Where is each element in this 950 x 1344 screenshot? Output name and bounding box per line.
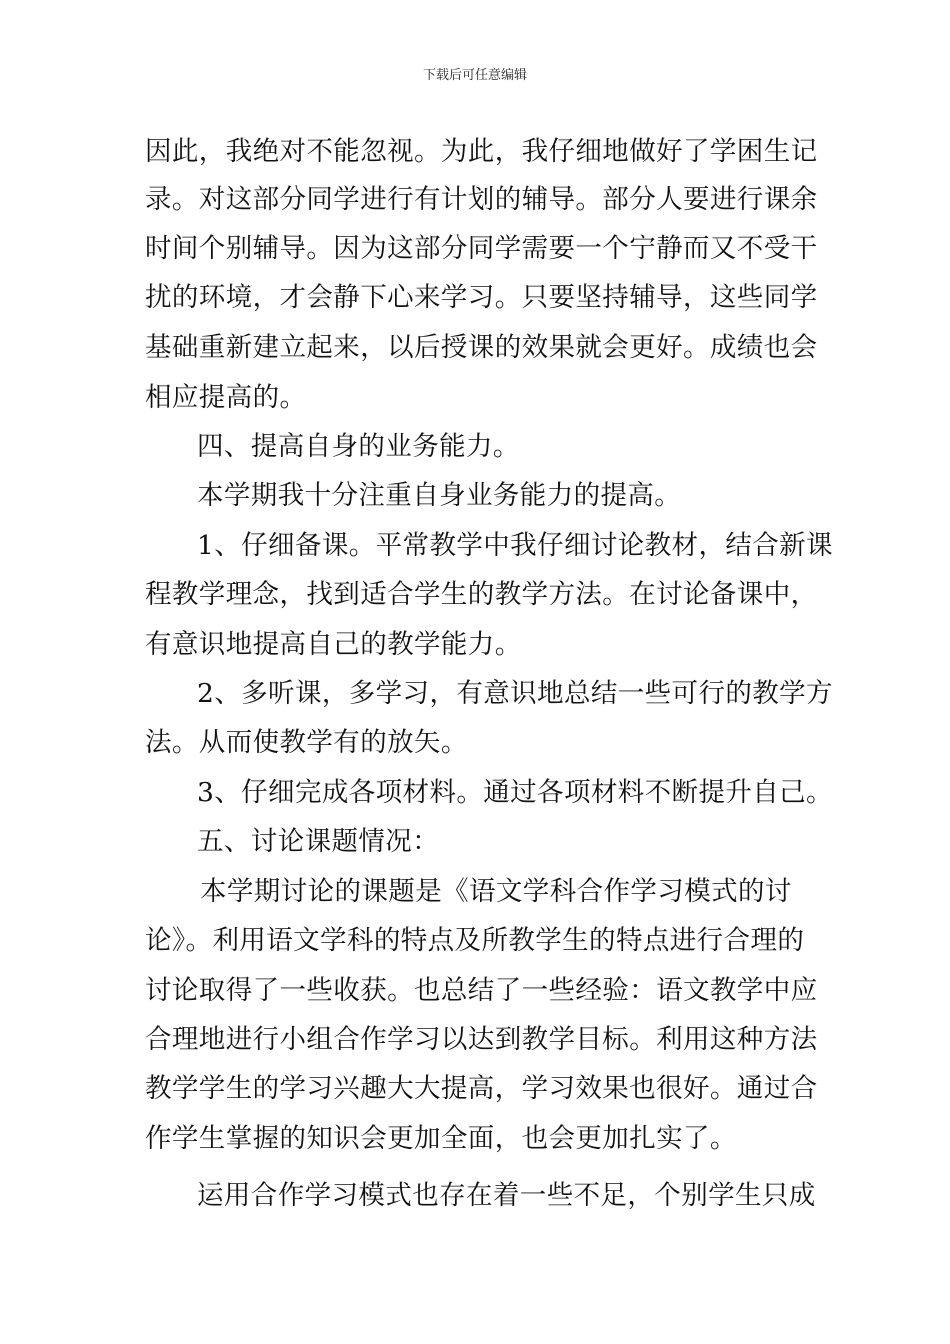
paragraph-line: 2、多听课，多学习，有意识地总结一些可行的教学方 <box>197 678 833 709</box>
paragraph-line: 论》。利用语文学科的特点及所教学生的特点进行合理的 <box>145 925 805 956</box>
paragraph-line: 法。从而使教学有的放矢。 <box>145 727 468 758</box>
section-heading: 五、讨论课题情况： <box>197 826 440 857</box>
paragraph-line: 时间个别辅导。因为这部分同学需要一个宁静而又不受干 <box>145 233 818 264</box>
page-header-note: 下载后可任意编辑 <box>422 68 527 83</box>
section-heading: 四、提高自身的业务能力。 <box>197 431 520 462</box>
paragraph-line: 有意识地提高自己的教学能力。 <box>145 629 522 660</box>
paragraph-line: 作学生掌握的知识会更加全面，也会更加扎实了。 <box>145 1123 737 1154</box>
paragraph-line: 3、仔细完成各项材料。通过各项材料不断提升自己。 <box>197 777 833 808</box>
paragraph-line: 扰的环境，才会静下心来学习。只要坚持辅导，这些同学 <box>145 282 818 313</box>
paragraph-line: 基础重新建立起来，以后授课的效果就会更好。成绩也会 <box>145 332 818 363</box>
paragraph-line: 合理地进行小组合作学习以达到教学目标。利用这种方法 <box>145 1024 818 1055</box>
paragraph-line: 本学期讨论的课题是《语文学科合作学习模式的讨 <box>200 876 792 907</box>
paragraph-line: 程教学理念，找到适合学生的教学方法。在讨论备课中， <box>145 579 818 610</box>
paragraph-line: 录。对这部分同学进行有计划的辅导。部分人要进行课余 <box>145 184 818 215</box>
paragraph-line: 讨论取得了一些收获。也总结了一些经验：语文教学中应 <box>145 975 818 1006</box>
paragraph-line: 本学期我十分注重自身业务能力的提高。 <box>197 480 682 511</box>
paragraph-line: 1、仔细备课。平常教学中我仔细讨论教材，结合新课 <box>197 530 833 561</box>
paragraph-line: 运用合作学习模式也存在着一些不足，个别学生只成 <box>197 1180 816 1211</box>
paragraph-line: 因此，我绝对不能忽视。为此，我仔细地做好了学困生记 <box>145 136 818 167</box>
paragraph-line: 相应提高的。 <box>145 382 307 413</box>
paragraph-line: 教学学生的学习兴趣大大提高，学习效果也很好。通过合 <box>145 1073 818 1104</box>
